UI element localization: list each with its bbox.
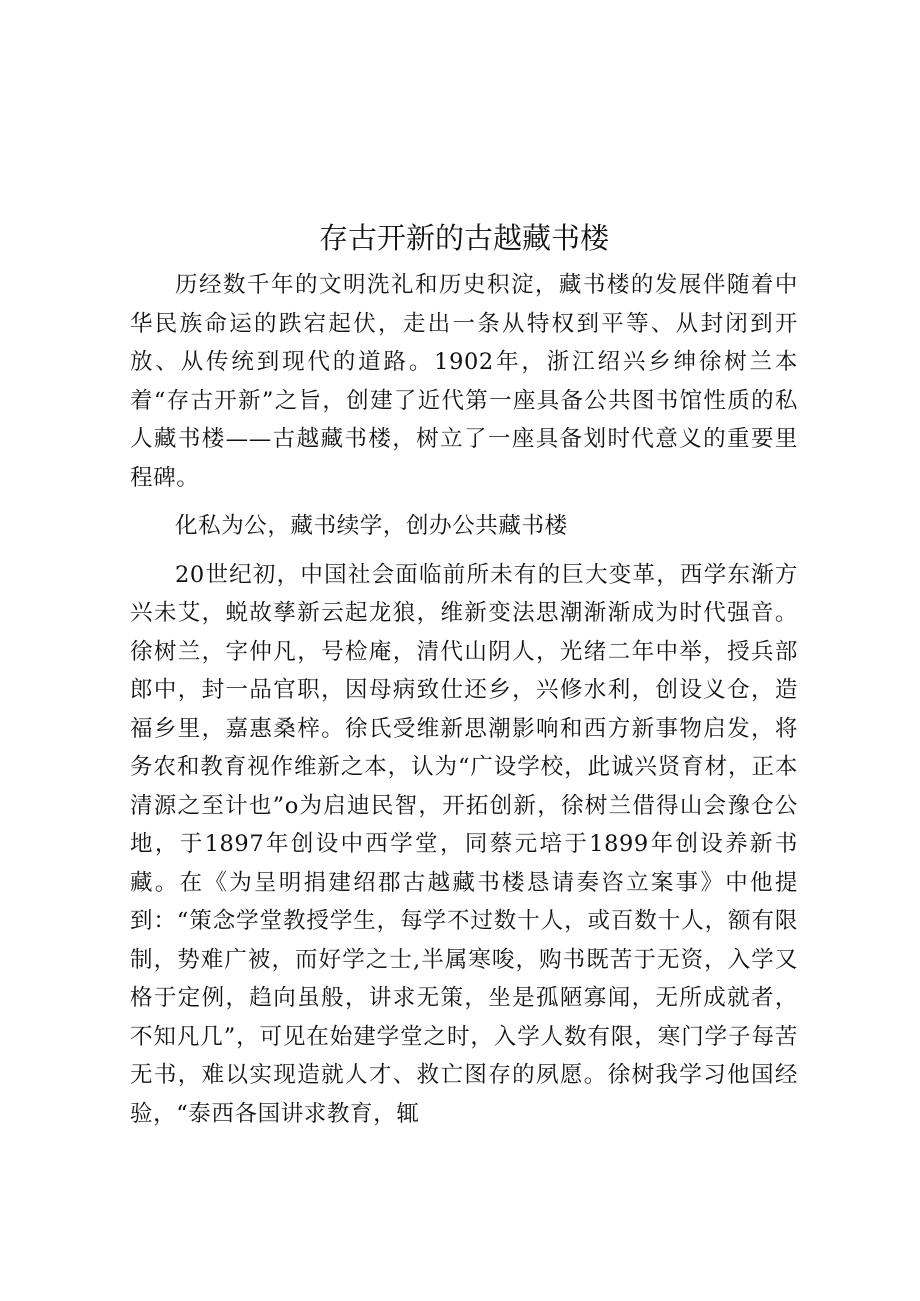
section-heading: 化私为公，藏书续学，创办公共藏书楼 (175, 513, 568, 539)
document-body (130, 216, 798, 1133)
document-title: 存古开新的古越藏书楼 (318, 221, 609, 255)
body-paragraph: 20世纪初，中国社会面临前所未有的巨大变革，西学东渐方兴未艾，蜕故孳新云起龙狼，维新变法思潮渐渐成为时代强音。徐树兰，字仲凡，号检庵，清代山阴人，光绪二年中举，授兵部郎中，封一品官职，因母病致仕还乡，兴修水利，创设义仓，造福乡里，嘉惠桑梓。徐氏受维新思潮影响和西方新事物启发，将务农和教育视作维新之本，认为“广设学校，此诚兴贤育材，正本清源之至计也”o为启迪民智，开拓创新，徐树兰借得山会豫仓公地，于1897年创设中西学堂，同蔡元培于1899年创设养新书藏。在《为呈明捐建绍郡古越藏书楼恳请奏咨立案事》中他提到：“策念学堂教授学生，每学不过数十人，或百数十人，额有限制，势难广被，而好学之士,半属寒唆，购书既苦于无资，入学又格于定例，趋向虽般，讲求无策，坐是孤陋寡闻，无所成就者，不知凡几”，可见在始建学堂之时，入学人数有限，寒门学子每苦无书，难以实现造就人才、救亡图存的夙愿。徐树我学习他国经验，“泰西各国讲求教育，辄 (130, 561, 798, 1127)
intro-paragraph: 历经数千年的文明洗礼和历史积淀，藏书楼的发展伴随着中华民族命运的跌宕起伏，走出一条从特权到平等、从封闭到开放、从传统到现代的道路。1902年，浙江绍兴乡绅徐树兰本着“存古开新”之旨，创建了近代第一座具备公共图书馆性质的私人藏书楼——古越藏书楼，树立了一座具备划时代意义的重要里程碑。 (130, 272, 798, 491)
